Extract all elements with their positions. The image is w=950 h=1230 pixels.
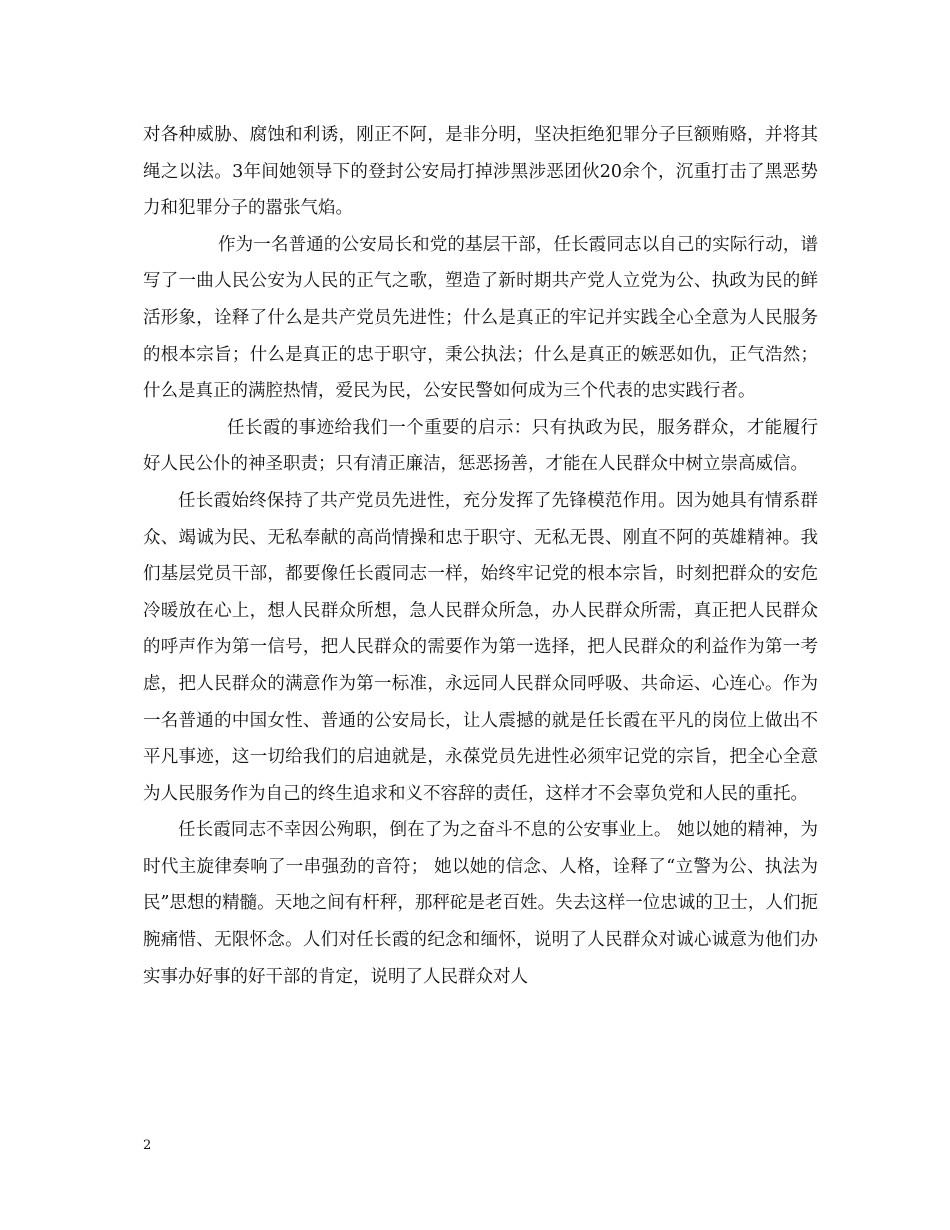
- body-text: [143, 117, 818, 995]
- paragraph-1: 对各种威胁、腐蚀和利诱，刚正不阿，是非分明，坚决拒绝犯罪分子巨额贿赂，并将其绳之以法。3年间她领导下的登封公安局打掉涉黑涉恶团伙20余个，沉重打击了黑恶势力和犯罪分子的嚣张气焰。: [143, 125, 818, 219]
- paragraph-3: 任长霞的事迹给我们一个重要的启示：只有执政为民，服务群众，才能履行好人民公仆的神圣职责；只有清正廉洁，惩恶扬善，才能在人民群众中树立崇高威信。: [143, 417, 818, 475]
- paragraph-2: 作为一名普通的公安局长和党的基层干部，任长霞同志以自己的实际行动，谱写了一曲人民公安为人民的正气之歌，塑造了新时期共产党人立党为公、执政为民的鲜活形象，诠释了什么是共产党员先进性；什么是真正的牢记并实践全心全意为人民服务的根本宗旨；什么是真正的忠于职守，秉公执法；什么是真正的嫉恶如仇，正气浩然；什么是真正的满腔热情，爱民为民，公安民警如何成为三个代表的忠实践行者。: [143, 234, 818, 402]
- paragraph-5: 任长霞同志不幸因公殉职，倒在了为之奋斗不息的公安事业上。 她以她的精神，为时代主旋律奏响了一串强劲的音符； 她以她的信念、人格，诠释了“立警为公、执法为民”思想的精髓。天地之间有杆秤，那秤砣是老百姓。失去这样一位忠诚的卫士，人们扼腕痛惜、无限怀念。人们对任长霞的纪念和缅怀，说明了人民群众对诚心诚意为他们办实事办好事的好干部的肯定，说明了人民群众对人: [143, 820, 818, 987]
- paragraph-4: 任长霞始终保持了共产党员先进性，充分发挥了先锋模范作用。因为她具有情系群众、竭诚为民、无私奉献的高尚情操和忠于职守、无私无畏、刚直不阿的英雄精神。我们基层党员干部，都要像任长霞同志一样，始终牢记党的根本宗旨，时刻把群众的安危冷暖放在心上，想人民群众所想，急人民群众所急，办人民群众所需，真正把人民群众的呼声作为第一信号，把人民群众的需要作为第一选择，把人民群众的利益作为第一考虑，把人民群众的满意作为第一标准，永远同人民群众同呼吸、共命运、心连心。作为一名普通的中国女性、普通的公安局长，让人震撼的就是任长霞在平凡的岗位上做出不平凡事迹，这一切给我们的启迪就是，永葆党员先进性必须牢记党的宗旨，把全心全意为人民服务作为自己的终生追求和义不容辞的责任，这样才不会辜负党和人民的重托。: [143, 490, 818, 804]
- page-number: 2: [143, 1138, 152, 1153]
